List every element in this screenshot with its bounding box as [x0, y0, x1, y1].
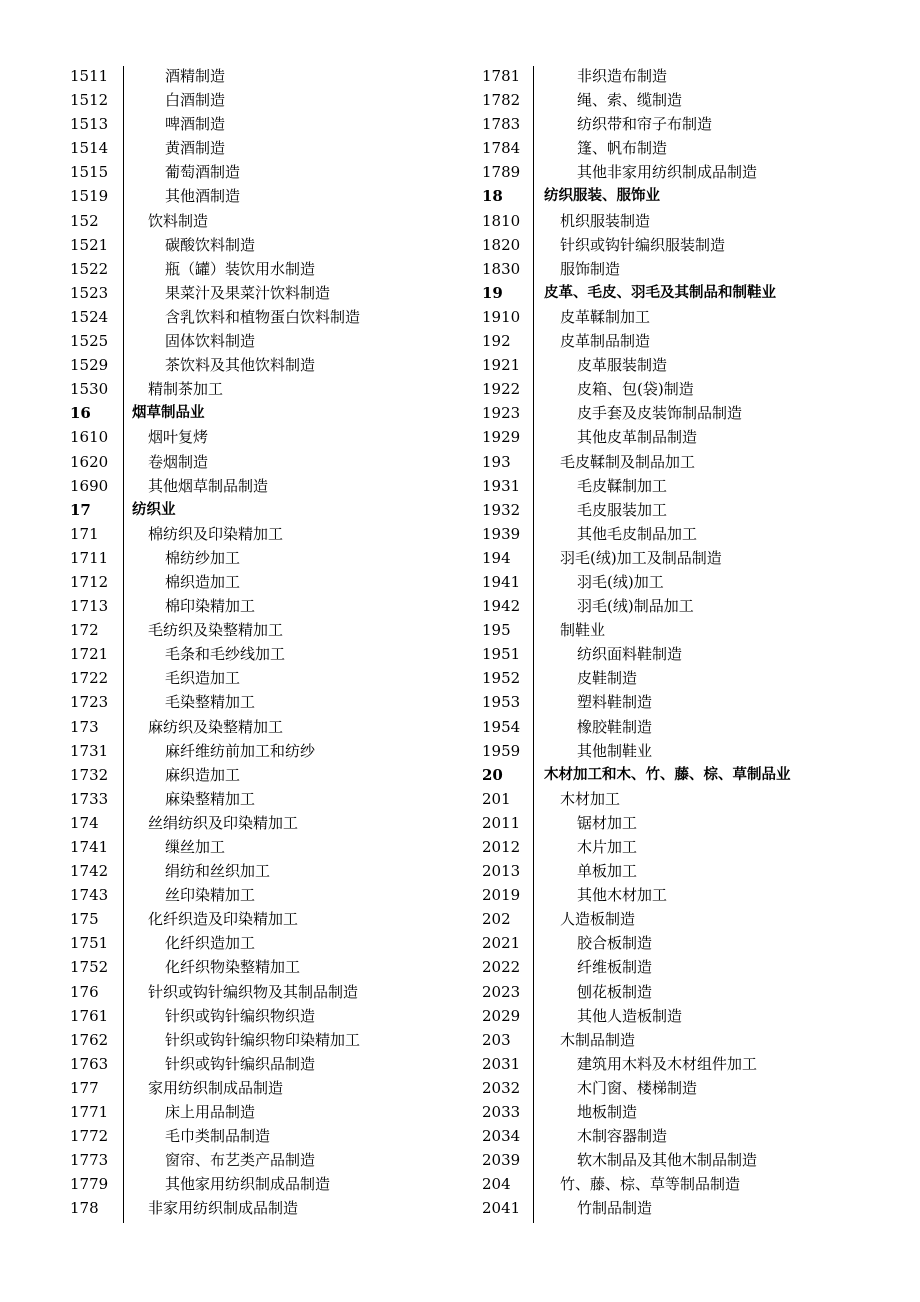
industry-code: 1761 [70, 1006, 109, 1025]
industry-name: 白酒制造 [165, 91, 226, 110]
industry-code: 1953 [482, 693, 521, 712]
industry-code: 1951 [482, 645, 521, 664]
industry-code: 1789 [482, 163, 521, 182]
industry-code: 1515 [70, 163, 109, 182]
classification-row [70, 474, 470, 498]
classification-row [482, 233, 902, 257]
classification-row [70, 739, 470, 763]
industry-name: 软木制品及其他木制品制造 [577, 1151, 758, 1170]
classification-row [482, 1148, 902, 1172]
industry-code: 176 [70, 982, 99, 1001]
category-row [70, 401, 470, 425]
classification-row [482, 88, 902, 112]
industry-code: 1830 [482, 259, 521, 278]
industry-name: 酒精制造 [165, 67, 226, 85]
classification-row [482, 1100, 902, 1124]
industry-code: 177 [70, 1078, 99, 1097]
industry-name: 木制品制造 [560, 1030, 636, 1049]
classification-row [70, 570, 470, 594]
industry-code: 1810 [482, 211, 521, 230]
classification-row [70, 425, 470, 449]
industry-name: 木材加工 [560, 789, 621, 808]
classification-row [482, 835, 902, 859]
industry-code: 1771 [70, 1103, 109, 1122]
industry-code: 1932 [482, 500, 521, 519]
industry-code: 203 [482, 1030, 511, 1049]
industry-code: 1954 [482, 717, 521, 736]
industry-name: 其他木材加工 [577, 886, 668, 905]
industry-name: 毛皮鞣制加工 [577, 476, 668, 495]
industry-name: 茶饮料及其他饮料制造 [165, 356, 316, 375]
industry-name: 皮手套及皮装饰制品制造 [577, 404, 743, 423]
industry-code: 1732 [70, 765, 109, 784]
industry-code: 2031 [482, 1054, 521, 1073]
industry-code: 1942 [482, 597, 521, 616]
classification-row [482, 811, 902, 835]
industry-name: 纺织面料鞋制造 [577, 645, 683, 664]
industry-code: 1941 [482, 572, 521, 591]
industry-code: 1781 [482, 67, 521, 85]
industry-code: 1519 [70, 187, 109, 206]
industry-code: 175 [70, 910, 99, 929]
classification-row [70, 64, 470, 88]
classification-row [70, 522, 470, 546]
industry-code: 2022 [482, 958, 521, 977]
industry-name: 锯材加工 [577, 813, 638, 832]
classification-row [70, 184, 470, 208]
industry-name: 麻纺织及染整精加工 [148, 717, 284, 736]
industry-name: 碳酸饮料制造 [165, 235, 256, 254]
industry-code: 1763 [70, 1054, 109, 1073]
industry-code: 1782 [482, 91, 521, 110]
industry-code: 1772 [70, 1127, 109, 1146]
industry-name: 木材加工和木、竹、藤、棕、草制品业 [544, 766, 791, 783]
industry-code: 16 [70, 404, 91, 423]
industry-name: 其他烟草制品制造 [148, 476, 269, 495]
classification-row [482, 136, 902, 160]
industry-code: 173 [70, 717, 99, 736]
industry-code: 17 [70, 500, 91, 519]
industry-name: 其他人造板制造 [577, 1006, 683, 1025]
industry-code: 1773 [70, 1151, 109, 1170]
industry-code: 1910 [482, 307, 521, 326]
industry-name: 毛皮鞣制及制品加工 [560, 452, 696, 471]
industry-code: 1952 [482, 669, 521, 688]
industry-code: 2029 [482, 1006, 521, 1025]
classification-row [482, 112, 902, 136]
industry-name: 卷烟制造 [148, 452, 209, 471]
classification-row [482, 474, 902, 498]
industry-code: 1742 [70, 862, 109, 881]
classification-row [482, 329, 902, 353]
industry-name: 木片加工 [577, 838, 638, 856]
industry-code: 1722 [70, 669, 109, 688]
industry-code: 1931 [482, 476, 521, 495]
industry-name: 针织或钩针编织物织造 [165, 1006, 316, 1025]
industry-name: 服饰制造 [560, 259, 621, 278]
industry-code: 2039 [482, 1151, 521, 1170]
classification-row [482, 1076, 902, 1100]
industry-name: 其他非家用纺织制成品制造 [577, 163, 758, 182]
classification-row [70, 546, 470, 570]
industry-name: 纺织服装、服饰业 [544, 188, 660, 205]
industry-code: 195 [482, 621, 511, 640]
industry-name: 精制茶加工 [148, 380, 224, 399]
industry-name: 皮革鞣制加工 [560, 307, 651, 326]
classification-row [482, 1172, 902, 1196]
industry-name: 地板制造 [577, 1103, 638, 1122]
classification-row [482, 980, 902, 1004]
classification-row [482, 787, 902, 811]
industry-name: 其他家用纺织制成品制造 [165, 1175, 331, 1194]
industry-code: 201 [482, 789, 511, 808]
industry-name: 纺织带和帘子布制造 [577, 115, 713, 134]
classification-row [70, 931, 470, 955]
industry-code: 1620 [70, 452, 109, 471]
industry-code: 1783 [482, 115, 521, 134]
classification-row [482, 209, 902, 233]
classification-row [70, 690, 470, 714]
industry-name: 皮箱、包(袋)制造 [577, 380, 694, 399]
classification-row [482, 1124, 902, 1148]
industry-name: 棉纺织及印染精加工 [148, 524, 284, 543]
industry-name: 啤酒制造 [165, 115, 226, 134]
classification-row [70, 305, 470, 329]
classification-row [70, 1052, 470, 1076]
industry-code: 1959 [482, 741, 521, 760]
classification-row [482, 353, 902, 377]
classification-row [70, 618, 470, 642]
industry-code: 1530 [70, 380, 109, 399]
industry-name: 化纤织造及印染精加工 [148, 910, 299, 929]
industry-code: 18 [482, 187, 503, 206]
industry-name: 床上用品制造 [165, 1103, 256, 1122]
industry-name: 羽毛(绒)加工 [577, 572, 664, 591]
classification-row [70, 907, 470, 931]
industry-name: 棉织造加工 [165, 572, 241, 591]
classification-row [482, 715, 902, 739]
classification-row [70, 1124, 470, 1148]
industry-name: 针织或钩针编织品制造 [165, 1054, 316, 1073]
classification-row [482, 739, 902, 763]
industry-code: 2033 [482, 1103, 521, 1122]
industry-code: 1779 [70, 1175, 109, 1194]
industry-name: 绳、索、缆制造 [577, 91, 683, 110]
industry-name: 胶合板制造 [577, 934, 653, 953]
classification-row [70, 160, 470, 184]
industry-name: 竹、藤、棕、草等制品制造 [560, 1175, 741, 1194]
industry-name: 羽毛(绒)加工及制品制造 [560, 548, 722, 567]
industry-name: 皮革制品制造 [560, 332, 651, 351]
industry-name: 皮革服装制造 [577, 356, 668, 375]
industry-code: 1721 [70, 645, 109, 664]
classification-row [70, 1028, 470, 1052]
industry-code: 1513 [70, 115, 109, 134]
industry-code: 1514 [70, 139, 109, 158]
industry-name: 毛条和毛纱线加工 [165, 645, 286, 664]
industry-name: 果菜汁及果菜汁饮料制造 [165, 283, 331, 302]
industry-code: 1713 [70, 597, 109, 616]
industry-name: 纤维板制造 [577, 958, 653, 977]
classification-row [70, 209, 470, 233]
classification-row [482, 666, 902, 690]
industry-code: 2013 [482, 862, 521, 881]
industry-name: 木制容器制造 [577, 1127, 668, 1146]
category-row [482, 281, 902, 305]
industry-name: 篷、帆布制造 [577, 139, 668, 158]
industry-code: 2041 [482, 1199, 521, 1218]
industry-name: 非家用纺织制成品制造 [148, 1199, 299, 1218]
industry-name: 固体饮料制造 [165, 332, 256, 351]
classification-row [482, 401, 902, 425]
classification-row [482, 1052, 902, 1076]
classification-row [482, 305, 902, 329]
classification-row [482, 642, 902, 666]
industry-name: 丝印染精加工 [165, 886, 256, 905]
industry-name: 烟草制品业 [132, 405, 205, 422]
industry-name: 黄酒制造 [165, 139, 226, 158]
classification-row [70, 955, 470, 979]
industry-name: 非织造布制造 [577, 67, 668, 85]
industry-name: 毛织造加工 [165, 669, 241, 688]
industry-name: 丝绢纺织及印染精加工 [148, 813, 299, 832]
industry-code: 192 [482, 332, 511, 351]
classification-row [482, 425, 902, 449]
classification-row [70, 883, 470, 907]
industry-code: 1511 [70, 67, 109, 85]
classification-row [482, 931, 902, 955]
classification-row [482, 618, 902, 642]
industry-code: 1921 [482, 356, 521, 375]
industry-code: 1731 [70, 741, 109, 760]
industry-name: 其他毛皮制品加工 [577, 524, 698, 543]
industry-name: 毛纺织及染整精加工 [148, 621, 284, 640]
classification-row [70, 1172, 470, 1196]
industry-name: 瓶（罐）装饮用水制造 [165, 259, 316, 278]
classification-row [482, 690, 902, 714]
classification-row [70, 642, 470, 666]
classification-row [482, 522, 902, 546]
industry-name: 针织或钩针编织服装制造 [560, 235, 726, 254]
classification-row [482, 160, 902, 184]
industry-code: 178 [70, 1199, 99, 1218]
industry-name: 毛染整精加工 [165, 693, 256, 712]
classification-row [482, 955, 902, 979]
classification-row [70, 666, 470, 690]
industry-code: 1784 [482, 139, 521, 158]
industry-name: 其他酒制造 [165, 187, 241, 206]
industry-code: 172 [70, 621, 99, 640]
industry-code: 1512 [70, 91, 109, 110]
industry-code: 1521 [70, 235, 109, 254]
industry-code: 2011 [482, 813, 521, 832]
industry-code: 193 [482, 452, 511, 471]
industry-name: 建筑用木料及木材组件加工 [577, 1054, 758, 1073]
classification-row [482, 1028, 902, 1052]
classification-row [70, 594, 470, 618]
classification-column-left [70, 64, 470, 1221]
classification-row [70, 1148, 470, 1172]
industry-name: 其他制鞋业 [577, 741, 653, 760]
classification-row [70, 233, 470, 257]
industry-name: 人造板制造 [560, 910, 636, 929]
industry-name: 制鞋业 [560, 621, 606, 640]
category-row [482, 763, 902, 787]
industry-name: 毛巾类制品制造 [165, 1127, 271, 1146]
industry-code: 204 [482, 1175, 511, 1194]
industry-name: 刨花板制造 [577, 982, 653, 1001]
classification-row [482, 450, 902, 474]
classification-row [70, 257, 470, 281]
classification-row [482, 883, 902, 907]
classification-row [70, 715, 470, 739]
classification-row [482, 570, 902, 594]
classification-row [482, 257, 902, 281]
industry-code: 1751 [70, 934, 109, 953]
classification-row [70, 811, 470, 835]
industry-code: 194 [482, 548, 511, 567]
industry-name: 麻染整精加工 [165, 789, 256, 808]
industry-code: 171 [70, 524, 99, 543]
industry-code: 1524 [70, 307, 109, 326]
industry-name: 木门窗、楼梯制造 [577, 1078, 698, 1097]
industry-code: 1523 [70, 283, 109, 302]
industry-code: 1723 [70, 693, 109, 712]
industry-code: 1929 [482, 428, 521, 447]
industry-code: 1610 [70, 428, 109, 447]
industry-code: 1762 [70, 1030, 109, 1049]
industry-name: 麻织造加工 [165, 765, 241, 784]
classification-row [482, 546, 902, 570]
classification-row [482, 498, 902, 522]
classification-row [482, 594, 902, 618]
classification-row [70, 329, 470, 353]
industry-code: 1752 [70, 958, 109, 977]
classification-row [70, 787, 470, 811]
industry-name: 针织或钩针编织物及其制品制造 [148, 982, 359, 1001]
industry-name: 橡胶鞋制造 [577, 717, 653, 736]
industry-name: 棉纺纱加工 [165, 548, 241, 567]
classification-row [70, 450, 470, 474]
industry-code: 1923 [482, 404, 521, 423]
industry-name: 纺织业 [132, 501, 176, 518]
industry-code: 2019 [482, 886, 521, 905]
industry-name: 绢纺和丝织加工 [165, 862, 271, 881]
classification-row [70, 835, 470, 859]
industry-code: 1522 [70, 259, 109, 278]
industry-code: 20 [482, 765, 503, 784]
industry-code: 1690 [70, 476, 109, 495]
industry-name: 机织服装制造 [560, 211, 651, 230]
classification-row [70, 136, 470, 160]
industry-name: 皮鞋制造 [577, 669, 638, 688]
industry-code: 1712 [70, 572, 109, 591]
classification-row [482, 1004, 902, 1028]
industry-code: 2032 [482, 1078, 521, 1097]
classification-row [70, 859, 470, 883]
industry-code: 19 [482, 283, 503, 302]
industry-code: 202 [482, 910, 511, 929]
industry-name: 竹制品制造 [577, 1199, 653, 1218]
classification-row [70, 1004, 470, 1028]
industry-name: 棉印染精加工 [165, 597, 256, 616]
classification-row [70, 980, 470, 1004]
classification-column-right [482, 64, 902, 1221]
industry-name: 塑料鞋制造 [577, 693, 653, 712]
classification-row [482, 377, 902, 401]
industry-name: 葡萄酒制造 [165, 163, 241, 182]
industry-code: 2021 [482, 934, 521, 953]
industry-name: 皮革、毛皮、羽毛及其制品和制鞋业 [544, 284, 776, 301]
classification-row [70, 377, 470, 401]
industry-name: 家用纺织制成品制造 [148, 1078, 284, 1097]
industry-code: 2012 [482, 838, 521, 856]
industry-name: 窗帘、布艺类产品制造 [165, 1151, 316, 1170]
industry-code: 1525 [70, 332, 109, 351]
industry-name: 其他皮革制品制造 [577, 428, 698, 447]
industry-code: 1741 [70, 838, 109, 856]
industry-name: 单板加工 [577, 862, 638, 881]
industry-code: 1733 [70, 789, 109, 808]
classification-row [482, 859, 902, 883]
category-row [482, 184, 902, 208]
industry-code: 1529 [70, 356, 109, 375]
industry-code: 152 [70, 211, 99, 230]
classification-row [70, 1196, 470, 1220]
classification-row [70, 1076, 470, 1100]
industry-name: 饮料制造 [148, 211, 209, 230]
industry-name: 羽毛(绒)制品加工 [577, 597, 694, 616]
industry-code: 1939 [482, 524, 521, 543]
industry-code: 174 [70, 813, 99, 832]
industry-name: 化纤织造加工 [165, 934, 256, 953]
industry-code: 1743 [70, 886, 109, 905]
industry-name: 缫丝加工 [165, 838, 226, 856]
classification-row [70, 281, 470, 305]
classification-row [70, 1100, 470, 1124]
classification-row [70, 112, 470, 136]
classification-row [70, 763, 470, 787]
category-row [70, 498, 470, 522]
industry-name: 针织或钩针编织物印染精加工 [165, 1030, 361, 1049]
industry-code: 2023 [482, 982, 521, 1001]
industry-code: 1820 [482, 235, 521, 254]
industry-code: 1711 [70, 548, 109, 567]
classification-row [70, 353, 470, 377]
industry-code: 2034 [482, 1127, 521, 1146]
classification-row [70, 88, 470, 112]
industry-name: 烟叶复烤 [148, 428, 209, 447]
industry-name: 含乳饮料和植物蛋白饮料制造 [165, 307, 361, 326]
classification-row [482, 64, 902, 88]
industry-name: 化纤织物染整精加工 [165, 958, 301, 977]
industry-code: 1922 [482, 380, 521, 399]
classification-row [482, 907, 902, 931]
industry-name: 麻纤维纺前加工和纺纱 [165, 741, 316, 760]
industry-name: 毛皮服装加工 [577, 500, 668, 519]
classification-row [482, 1196, 902, 1220]
